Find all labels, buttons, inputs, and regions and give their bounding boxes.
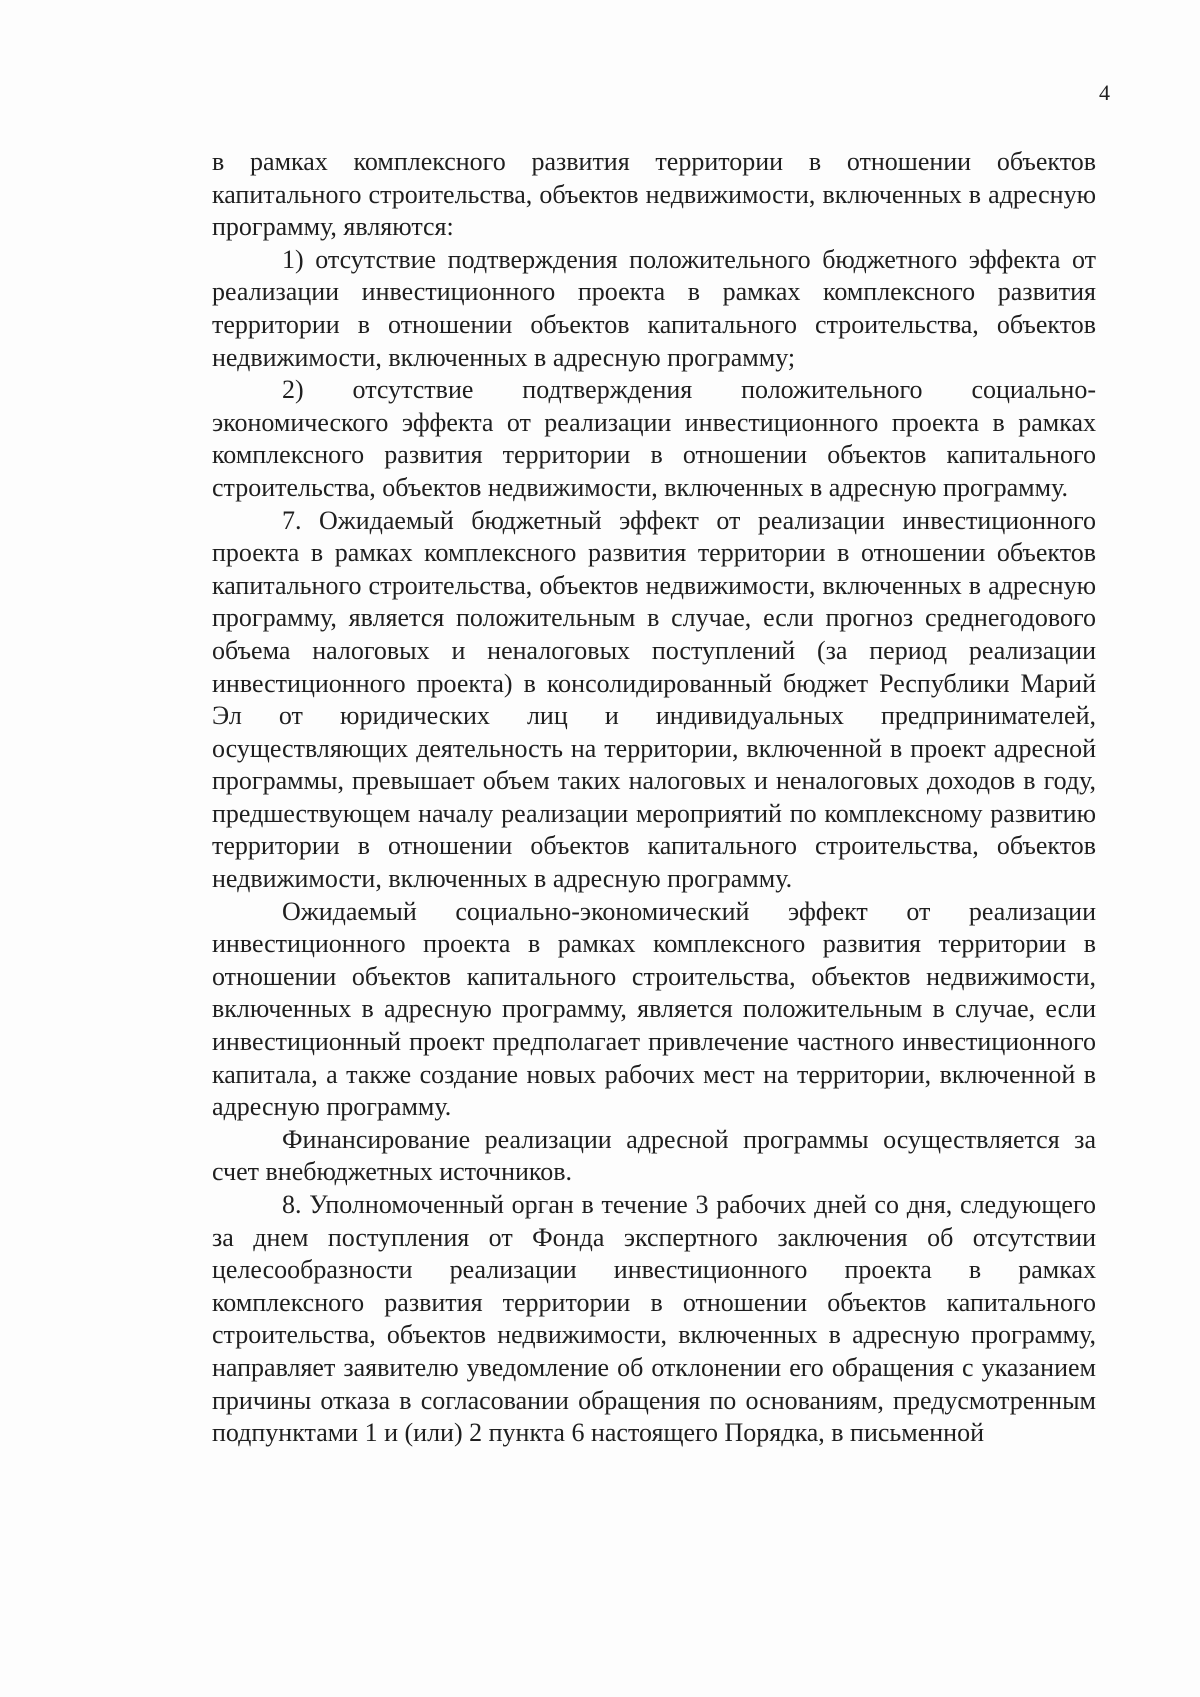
paragraph-section-8: 8. Уполномоченный орган в течение 3 рабочих дней со дня, следующего за днем поступления от Фонда экспертного заключения об отсутствии целесообразности реализации инвестиционного проекта в рамках комплексного развития территории в отношении объектов капитального строительства, объектов недвижимости, включенных в адресную программу, направляет заявителю уведомление об отклонении его обращения с указанием причины отказа в согласовании обращения по основаниям, предусмотренным подпунктами 1 и (или) 2 пункта 6 настоящего Порядка, в письменной <box>212 1190 1096 1448</box>
paragraph-socio-economic-effect: Ожидаемый социально-экономический эффект от реализации инвестиционного проекта в рамках комплексного развития территории в отношении объектов капитального строительства, объектов недвижимости, включенных в адресную программу, является положительным в случае, если инвестиционный проект предполагает привлечение частного инвестиционного капитала, а также создание новых рабочих мест на территории, включенной в адресную программу. <box>212 896 1096 1122</box>
paragraph-item-1: 1) отсутствие подтверждения положительного бюджетного эффекта от реализации инвестиционного проекта в рамках комплексного развития территории в отношении объектов капитального строительства, объектов недвижимости, включенных в адресную программу; <box>212 244 1096 372</box>
document-body <box>212 146 1096 1450</box>
paragraph-item-2: 2) отсутствие подтверждения положительного социально-экономического эффекта от реализации инвестиционного проекта в рамках комплексного развития территории в отношении объектов капитального строительства, объектов недвижимости, включенных в адресную программу. <box>212 375 1096 502</box>
page-number: 4 <box>1099 80 1110 105</box>
paragraph-intro-continuation: в рамках комплексного развития территории в отношении объектов капитального строительства, объектов недвижимости, включенных в адресную программу, являются: <box>212 147 1096 242</box>
paragraph-financing: Финансирование реализации адресной программы осуществляется за счет внебюджетных источников. <box>212 1124 1096 1187</box>
paragraph-section-7: 7. Ожидаемый бюджетный эффект от реализации инвестиционного проекта в рамках комплексного развития территории в отношении объектов капитального строительства, объектов недвижимости, включенных в адресную программу, является положительным в случае, если прогноз среднегодового объема налоговых и неналоговых поступлений (за период реализации инвестиционного проекта) в консолидированный бюджет Республики Марий Эл от юридических лиц и индивидуальных предпринимателей, осуществляющих деятельность на территории, включенной в проект адресной программы, превышает объем таких налоговых и неналоговых доходов в году, предшествующем началу реализации мероприятий по комплексному развитию территории в отношении объектов капитального строительства, объектов недвижимости, включенных в адресную программу. <box>212 505 1096 894</box>
